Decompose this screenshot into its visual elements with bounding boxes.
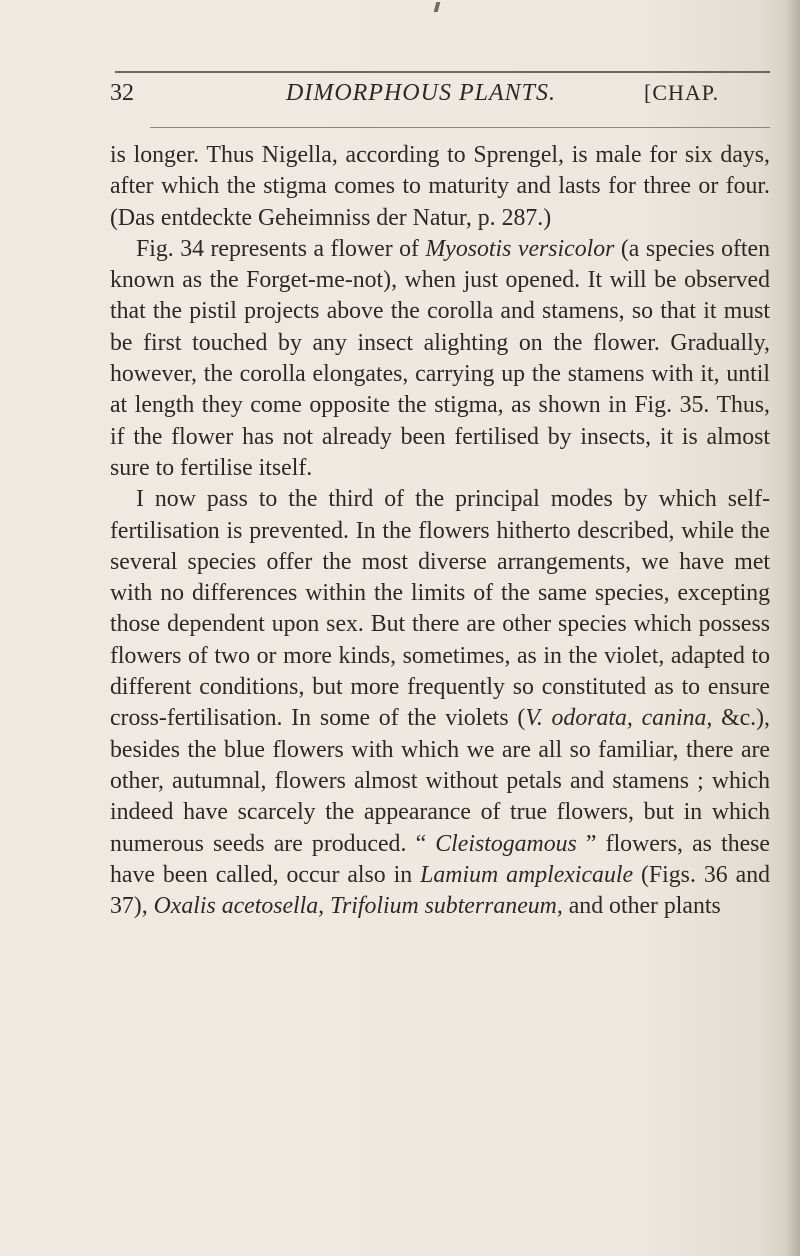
- paragraph-2-text-cont: (a species often known as the Forget-me-not), when just opened. It will be observed that the pistil projects above the corolla and stamens, so that it must be first touched by any insect alighting on the flower. Gradually, however, the corolla elongates, carrying up the stamens with it, until at length they come opposite the stigma, as shown in Fig. 35. Thus, if the flower has not already been fertilised by insects, it is almost sure to fertilise itself.: [110, 235, 770, 481]
- paragraph-3-text: ” flowers, as these have been called, occur also in: [110, 830, 770, 888]
- page-edge-shadow: [786, 0, 800, 1256]
- page-number: 32: [110, 80, 134, 106]
- species-name: V. odorata, canina,: [525, 705, 713, 732]
- chapter-label: [CHAP.: [644, 80, 720, 105]
- species-name: Oxalis acetosella, Trifolium subterraneum,: [153, 893, 563, 920]
- paragraph-3: [110, 484, 770, 922]
- top-rule: [115, 71, 770, 73]
- paragraph-3-text: &c.), besides the blue flowers with which we are all so familiar, there are other, autumnal, flowers almost without petals and stamens ; which indeed have scarcely the appearance of true flowers, but in which numerous seeds are produced. “: [110, 705, 770, 857]
- paragraph-1: is longer. Thus Nigella, according to Sprengel, is male for six days, after which the stigma comes to maturity and lasts for three or four. (Das entdeckte Geheimniss der Natur, p. 287.): [110, 142, 770, 231]
- species-name: Lamium amplexicaule: [420, 861, 634, 888]
- paragraph-2: [110, 234, 770, 484]
- body-text: [110, 140, 770, 922]
- paragraph-3-text: I now pass to the third of the principal modes by which self-fertilisation is prevented. In the flowers hitherto described, while the several species offer the most diverse arrangements, we have met with no differences within the limits of the same species, excepting those dependent upon sex. But there are other species which possess flowers of two or more kinds, sometimes, as in the violet, adapted to different conditions, but more frequently so constituted as to ensure cross-fertilisation. In some of the violets (: [110, 486, 770, 732]
- header-rule: [150, 127, 770, 128]
- paragraph-3-text: and other plants: [562, 893, 721, 920]
- paragraph-2-text: Fig. 34 represents a flower of: [136, 235, 426, 262]
- species-name: Myosotis versicolor: [425, 235, 615, 262]
- ink-mark: [434, 2, 441, 12]
- page-header: [110, 80, 770, 114]
- term-cleistogamous: Cleistogamous: [435, 830, 577, 857]
- paragraph-3-text: (Figs. 36 and 37),: [110, 861, 771, 920]
- running-title: DIMORPHOUS PLANTS.: [286, 80, 556, 106]
